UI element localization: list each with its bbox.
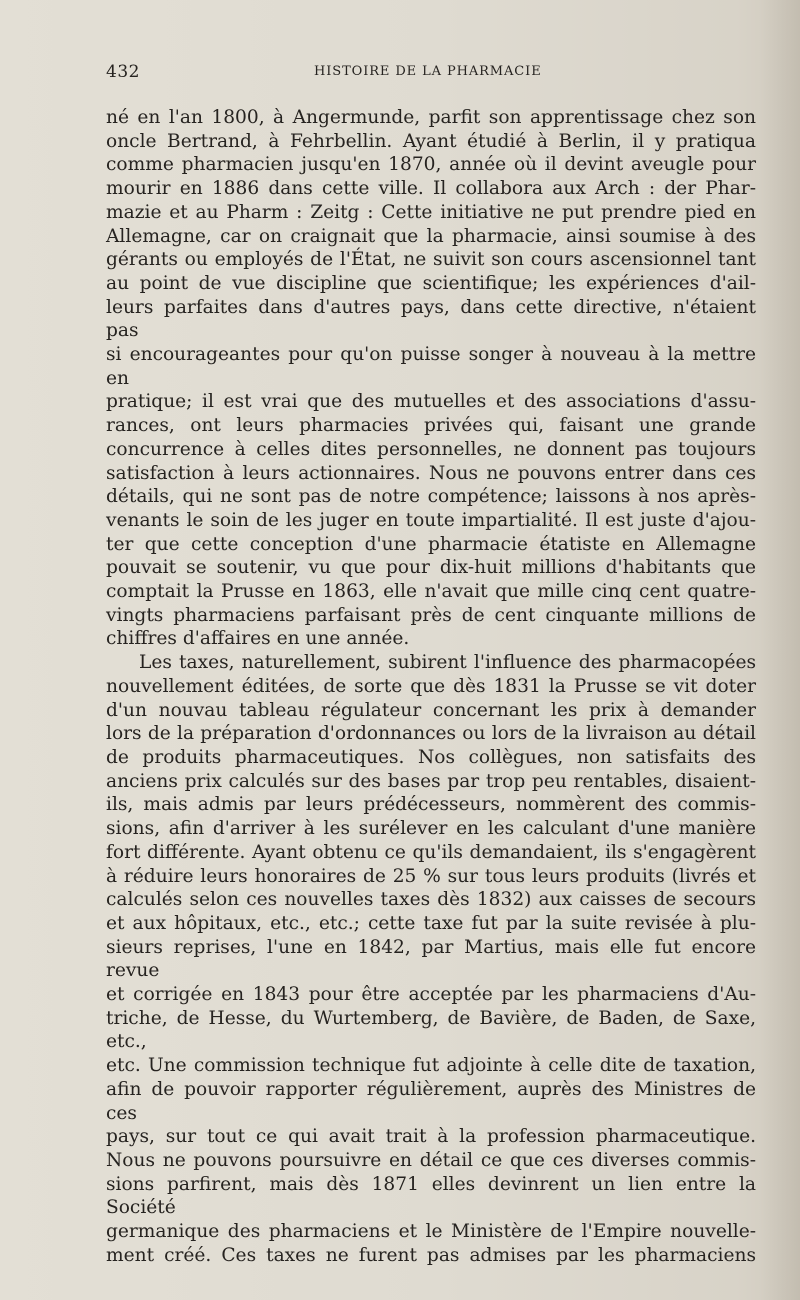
text-line: afin de pouvoir rapporter régulièrement, auprès des Ministres de ces (106, 1078, 756, 1124)
running-head: HISTOIRE DE LA PHARMACIE (314, 64, 542, 79)
text-line: sions parfirent, mais dès 1871 elles devinrent un lien entre la Société (106, 1173, 756, 1219)
text-line: mazie et au Pharm : Zeitg : Cette initiative ne put prendre pied en (106, 201, 756, 223)
text-line: ter que cette conception d'une pharmacie étatiste en Allemagne (106, 533, 756, 555)
text-line: sions, afin d'arriver à les surélever en les calculant d'une manière (106, 818, 756, 840)
text-line: et aux hôpitaux, etc., etc.; cette taxe fut par la suite revisée à plu- (106, 912, 756, 934)
text-line: de produits pharmaceutiques. Nos collègues, non satisfaits des (106, 746, 756, 768)
text-line: détails, qui ne sont pas de notre compétence; laissons à nos après- (106, 486, 756, 508)
text-line: pays, sur tout ce qui avait trait à la profession pharmaceutique. (106, 1126, 756, 1148)
text-line: à réduire leurs honoraires de 25 % sur tous leurs produits (livrés et (106, 865, 756, 887)
text-line: ment créé. Ces taxes ne furent pas admises par les pharmaciens (106, 1244, 756, 1266)
text-line: et corrigée en 1843 pour être acceptée par les pharmaciens d'Au- (106, 984, 756, 1006)
text-line: germanique des pharmaciens et le Ministère de l'Empire nouvelle- (106, 1221, 756, 1243)
text-line: comptait la Prusse en 1863, elle n'avait que mille cinq cent quatre- (106, 581, 756, 603)
text-line: Nous ne pouvons poursuivre en détail ce que ces diverses commis- (106, 1149, 756, 1171)
text-line: comme pharmacien jusqu'en 1870, année où il devint aveugle pour (106, 154, 756, 176)
page-header (106, 62, 756, 86)
text-line: mourir en 1886 dans cette ville. Il collabora aux Arch : der Phar- (106, 178, 756, 200)
text-line: triche, de Hesse, du Wurtemberg, de Bavière, de Baden, de Saxe, etc., (106, 1007, 756, 1053)
text-line: lors de la préparation d'ordonnances ou lors de la livraison au détail (106, 723, 756, 745)
text-line: gérants ou employés de l'État, ne suivit son cours ascensionnel tant (106, 249, 756, 271)
text-line: sieurs reprises, l'une en 1842, par Martius, mais elle fut encore revue (106, 936, 756, 982)
page-number: 432 (106, 62, 140, 82)
text-line: satisfaction à leurs actionnaires. Nous ne pouvons entrer dans ces (106, 462, 756, 484)
text-line: concurrence à celles dites personnelles, ne donnent pas toujours (106, 438, 756, 460)
text-line: chiffres d'affaires en une année. (106, 628, 410, 650)
text-line: calculés selon ces nouvelles taxes dès 1832) aux caisses de secours (106, 889, 756, 911)
text-line: fort différente. Ayant obtenu ce qu'ils demandaient, ils s'engagèrent (106, 841, 756, 863)
text-line: d'un nouvau tableau régulateur concernant les prix à demander (106, 699, 756, 721)
text-line: né en l'an 1800, à Angermunde, parfit son apprentissage chez son (106, 107, 756, 128)
body-text (106, 106, 756, 1267)
text-line: leurs parfaites dans d'autres pays, dans cette directive, n'étaient pas (106, 296, 756, 342)
text-line: rances, ont leurs pharmacies privées qui, faisant une grande (106, 415, 756, 437)
text-line: nouvellement éditées, de sorte que dès 1831 la Prusse se vit doter (106, 675, 756, 697)
text-line: si encourageantes pour qu'on puisse songer à nouveau à la mettre en (106, 344, 756, 389)
page-edge-shadow (760, 0, 800, 1300)
text-line: Allemagne, car on craignait que la pharmacie, ainsi soumise à des (106, 225, 756, 247)
text-line: ils, mais admis par leurs prédécesseurs, nommèrent des commis- (106, 794, 756, 816)
text-line: vingts pharmaciens parfaisant près de cent cinquante millions de (106, 604, 756, 626)
text-line: anciens prix calculés sur des bases par trop peu rentables, disaient- (106, 770, 756, 792)
text-line: oncle Bertrand, à Fehrbellin. Ayant étudié à Berlin, il y pratiqua (106, 130, 756, 152)
text-line: etc. Une commission technique fut adjointe à celle dite de taxation, (106, 1055, 756, 1077)
text-line: Les taxes, naturellement, subirent l'influence des pharmacopées (139, 652, 756, 674)
text-line: venants le soin de les juger en toute impartialité. Il est juste d'ajou- (106, 509, 756, 531)
text-line: pratique; il est vrai que des mutuelles et des associations d'assu- (106, 391, 756, 413)
text-line: pouvait se soutenir, vu que pour dix-huit millions d'habitants que (106, 557, 756, 579)
text-line: au point de vue discipline que scientifique; les expériences d'ail- (106, 272, 756, 294)
